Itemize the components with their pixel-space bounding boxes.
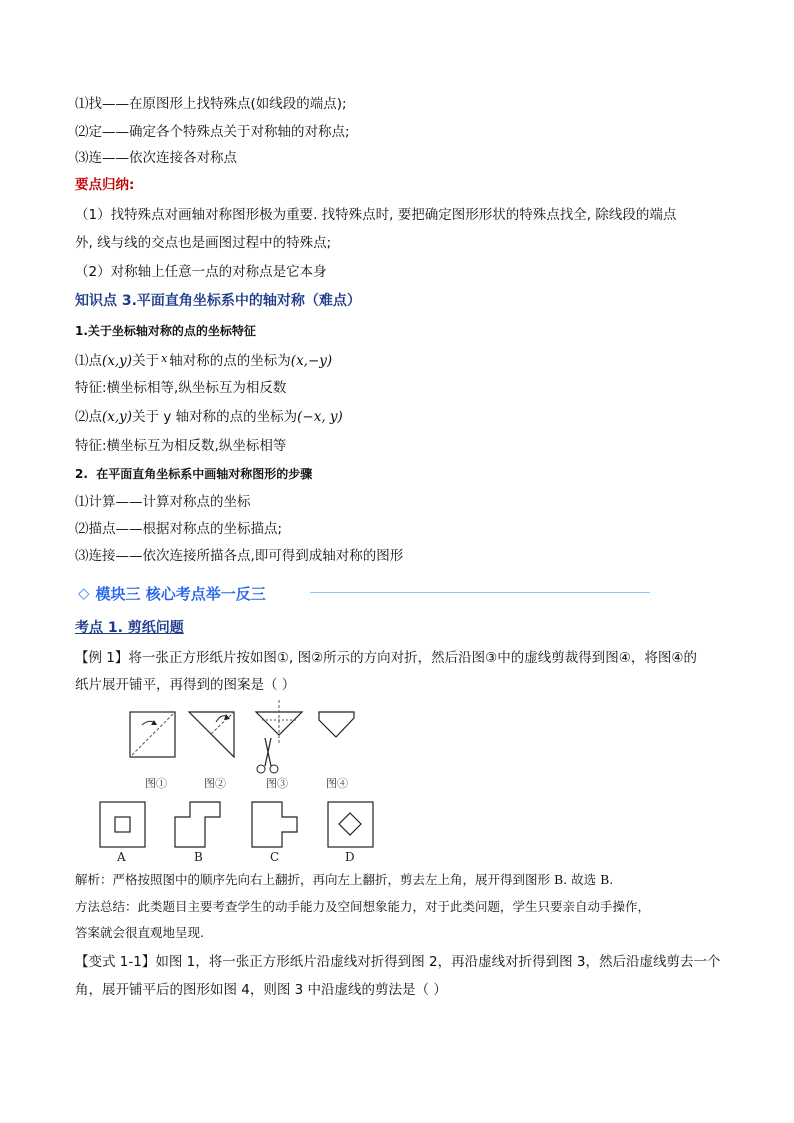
plot-step-1: ⑴计算——计算对称点的坐标 [75, 494, 251, 510]
key-point-1-line1: （1）找特殊点对画轴对称图形极为重要. 找特殊点时, 要把确定图形形状的特殊点找全, 除线段的端点 [75, 207, 677, 223]
knowledge-sub-2 [75, 464, 312, 484]
option-label-c: C [270, 850, 280, 864]
figure-label-4: 图④ [326, 777, 348, 790]
key-point-1-line2: 外, 线与线的交点也是画图过程中的特殊点; [75, 235, 332, 251]
figure-2-triangle [189, 712, 234, 757]
method-line1: 方法总结：此类题目主要考查学生的动手能力及空间想象能力，对于此类问题，学生只要亲自动手操作， [75, 899, 651, 914]
figure-label-1: 图① [145, 777, 167, 790]
variant-line2: 角，展开铺平后的图形如图 4，则图 3 中沿虚线的剪法是（ ） [75, 982, 447, 998]
y-prefix: ⑵点 [75, 409, 102, 425]
figure-4-cut-shape [319, 712, 354, 737]
key-points-heading: 要点归纳: [75, 177, 135, 193]
option-label-d: D [345, 850, 355, 864]
module-three-header [78, 581, 266, 605]
y-axis-symmetry-line [75, 407, 343, 427]
x-mid2: 轴对称的点的坐标为 [169, 353, 291, 369]
paper-folding-figures [0, 700, 794, 870]
x-axis-symmetry-line [75, 349, 332, 371]
variant-line1: 【变式 1-1】如图 1，将一张正方形纸片沿虚线对折得到图 2，再沿虚线对折得到图 3，然后沿虚线剪去一个 [75, 954, 721, 970]
x-result: (x,−y) [290, 353, 333, 369]
knowledge-point-3-title: 知识点 3.平面直角坐标系中的轴对称（难点） [75, 293, 361, 309]
figure-label-2: 图② [204, 777, 226, 790]
plot-step-3: ⑶连接——依次连接所描各点,即可得到成轴对称的图形 [75, 548, 404, 564]
x-prefix: ⑴点 [75, 353, 102, 369]
sub2-num: 2. [75, 467, 88, 481]
step-fix: ⑵定——确定各个特殊点关于对称轴的对称点; [75, 124, 350, 140]
option-d-figure [328, 802, 373, 847]
plot-step-2: ⑵描点——根据对称点的坐标描点; [75, 521, 283, 537]
y-point: (x,y) [102, 409, 133, 425]
method-line2: 答案就会很直观地呈现. [75, 925, 204, 940]
y-mid: 关于 y 轴对称的点的坐标为 [132, 409, 298, 425]
scissors-icon [257, 738, 278, 773]
figure-1-square [130, 712, 175, 757]
key-point-2: （2）对称轴上任意一点的对称点是它本身 [75, 264, 327, 280]
x-axis-letter: x [161, 352, 168, 365]
x-feature: 特征:横坐标相等,纵坐标互为相反数 [75, 380, 287, 396]
analysis-text: 解析：严格按照图中的顺序先向右上翻折，再向左上翻折，剪去左上角，展开得到图形 B. 故选 B. [75, 872, 614, 887]
y-result: (−x, y) [297, 409, 343, 425]
figure-label-3: 图③ [266, 777, 288, 790]
kaodian-1-title: 考点 1. 剪纸问题 [75, 620, 184, 636]
step-find: ⑴找——在原图形上找特殊点(如线段的端点); [75, 96, 347, 112]
option-label-a: A [117, 850, 126, 864]
module-title: 模块三 核心考点举一反三 [95, 584, 266, 603]
knowledge-sub-1: 1.关于坐标轴对称的点的坐标特征 [75, 324, 256, 338]
example-1-line1: 【例 1】将一张正方形纸片按如图①, 图②所示的方向对折，然后沿图③中的虚线剪裁得到图④，将图④的 [75, 650, 697, 666]
y-feature: 特征:横坐标互为相反数,纵坐标相等 [75, 438, 287, 454]
diamond-chevron-icon: ◇ [78, 584, 90, 602]
option-b-figure [175, 802, 220, 847]
figure-3-triangle-scissors [256, 700, 302, 773]
x-mid: 关于 [132, 353, 160, 369]
example-1-line2: 纸片展开铺平，再得到的图案是（ ） [75, 677, 296, 693]
module-divider [310, 592, 650, 593]
option-label-b: B [194, 850, 203, 864]
sub2-text: 在平面直角坐标系中画轴对称图形的步骤 [96, 467, 313, 481]
x-point: (x,y) [102, 353, 133, 369]
option-a-figure [100, 802, 145, 847]
option-c-figure [252, 802, 297, 847]
step-connect: ⑶连——依次连接各对称点 [75, 150, 237, 166]
